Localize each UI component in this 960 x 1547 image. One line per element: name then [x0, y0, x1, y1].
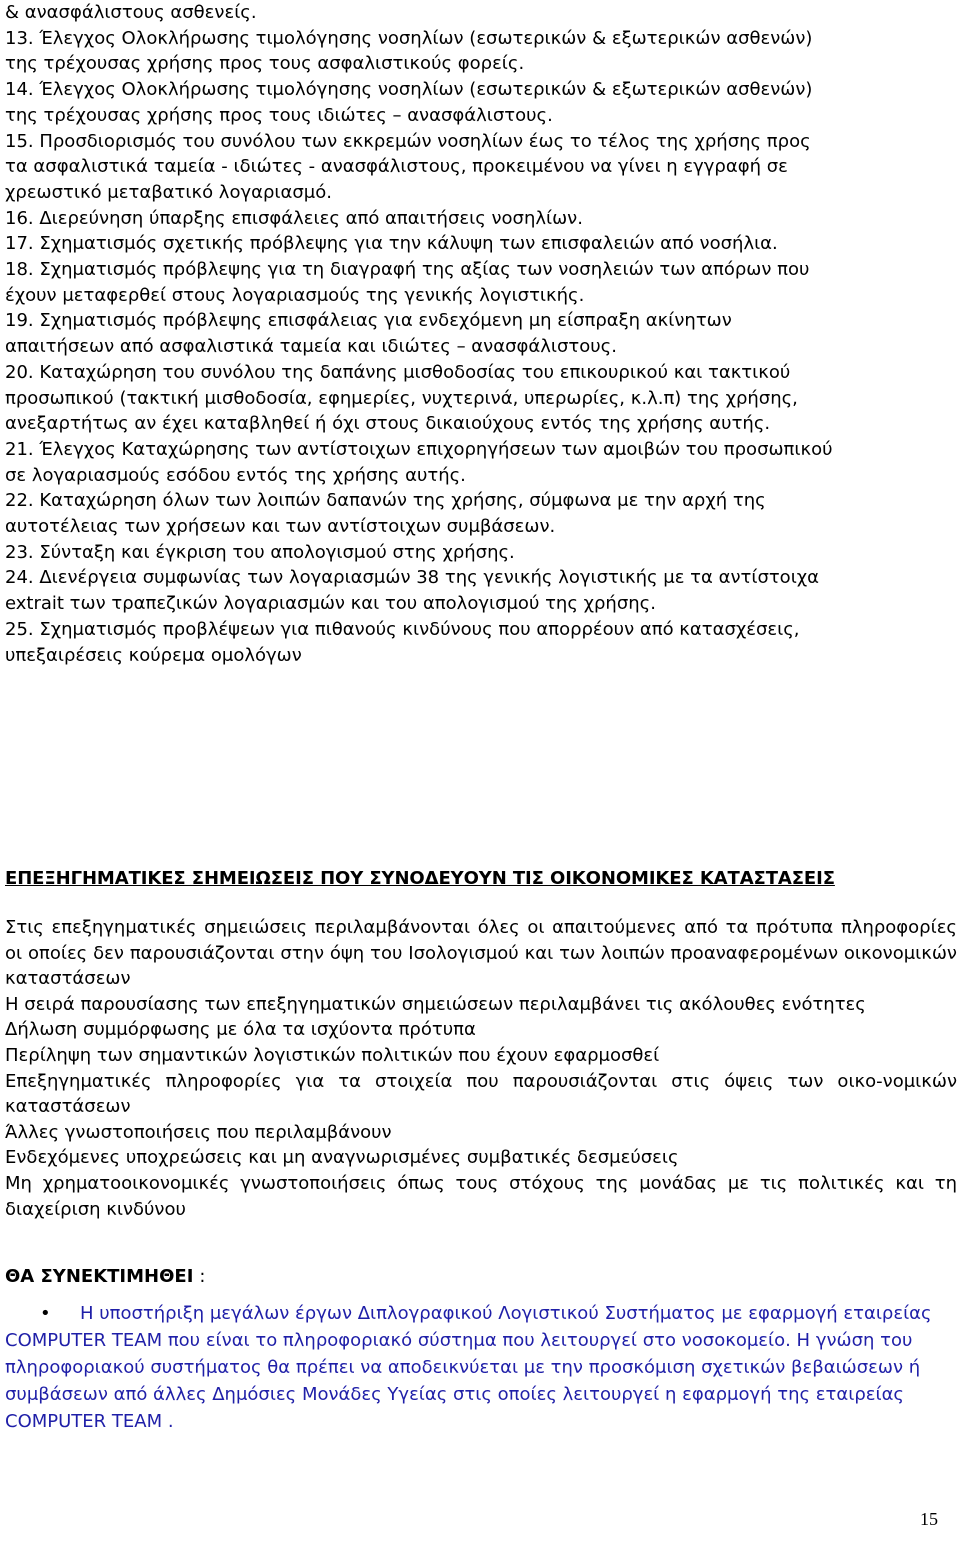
list-item-15: 15. Προσδιορισμός του συνόλου των εκκρεμών νοσηλίων έως το τέλος της χρήσης προς τα ασφαλιστικά ταμεία - ιδιώτες - ανασφάλιστους, προκειμένου να γίνει η εγγραφή σε χρεωστικό μεταβατικό λογαριασμό.	[5, 130, 811, 203]
list-item-18: 18. Σχηματισμός πρόβλεψης για τη διαγραφή της αξίας των νοσηλειών των απόρων που έχουν μεταφερθεί στους λογαριασμούς της γενικής λογιστικής.	[5, 259, 810, 306]
page-number: 15	[920, 1509, 938, 1529]
numbered-task-list	[5, 0, 835, 668]
list-item-25: 25. Σχηματισμός προβλέψεων για πιθανούς κινδύνους που απορρέουν από κατασχέσεις, υπεξαιρέσεις κούρεμα ομολόγων	[5, 618, 800, 666]
list-item-21: 21. Έλεγχος Καταχώρησης των αντίστοιχων επιχορηγήσεων των αμοιβών του προσωπικού σε λογαριασμούς εσόδου εντός της χρήσης αυτής.	[5, 438, 833, 486]
notes-non-financial: Μη χρηματοοικονομικές γνωστοποιήσεις όπως τους στόχους της μονάδας με τις πολιτικές και τη διαχείριση κινδύνου	[5, 1172, 957, 1220]
list-item-22: 22. Καταχώρηση όλων των λοιπών δαπανών της χρήσης, σύμφωνα με την αρχή της αυτοτέλειας των χρήσεων και των αντίστοιχων συμβάσεων.	[5, 490, 766, 538]
notes-order: Η σειρά παρουσίασης των επεξηγηματικών σημειώσεων περιλαμβάνει τις ακόλουθες ενότητες	[5, 993, 866, 1015]
list-item-24: 24. Διενέργεια συμφωνίας των λογαριασμών 38 της γενικής λογιστικής με τα αντίστοιχα extrait των τραπεζικών λογαριασμών και του απολογισμού της χρήσης.	[5, 567, 820, 615]
evaluation-bullet	[5, 1300, 955, 1435]
evaluation-heading-colon: :	[199, 1266, 206, 1287]
list-item-23: 23. Σύνταξη και έγκριση του απολογισμού στης χρήσης.	[5, 541, 515, 563]
list-item-19: 19. Σχηματισμός πρόβλεψης επισφάλειας για ενδεχόμενη μη είσπραξη ακίνητων απαιτήσεων από ασφαλιστικά ταμεία και ιδιώτες – ανασφάλιστους.	[5, 310, 732, 358]
list-item-16: 16. Διερεύνηση ύπαρξης επισφάλειες από απαιτήσεις νοσηλίων.	[5, 207, 583, 229]
notes-contingent: Ενδεχόμενες υποχρεώσεις και μη αναγνωρισμένες συμβατικές δεσμεύσεις	[5, 1147, 679, 1169]
list-item-continuation: & ανασφάλιστους ασθενείς.	[5, 2, 257, 23]
list-item-13: 13. Έλεγχος Ολοκλήρωσης τιμολόγησης νοσηλίων (εσωτερικών & εξωτερικών ασθενών) της τρέχουσας χρήσης προς τους ασφαλιστικούς φορείς.	[5, 27, 813, 75]
evaluation-heading-text: ΘΑ ΣΥΝΕΚΤΙΜΗΘΕΙ	[5, 1266, 194, 1287]
notes-intro: Στις επεξηγηματικές σημειώσεις περιλαμβάνονται όλες οι απαιτούμενες από τα πρότυπα πληροφορίες οι οποίες δεν παρουσιάζονται στην όψη του Ισολογισμού και των λοιπών προαναφερομένων οικονομικών καταστάσεων	[5, 917, 957, 990]
evaluation-heading	[5, 1266, 205, 1287]
notes-explanatory: Επεξηγηματικές πληροφορίες για τα στοιχεία που παρουσιάζονται στις όψεις των οικο-νομικών καταστάσεων	[5, 1070, 957, 1118]
list-item-20: 20. Καταχώρηση του συνόλου της δαπάνης μισθοδοσίας του επικουρικού και τακτικού προσωπικού (τακτική μισθοδοσία, εφημερίες, νυχτερινά, υπερωρίες, κ.λ.π) της χρήσης, ανεξαρτήτως αν έχει καταβληθεί ή όχι στους δικαιούχους εντός της χρήσης αυτής.	[5, 361, 798, 435]
section-title: ΕΠΕΞΗΓΗΜΑΤΙΚΕΣ ΣΗΜΕΙΩΣΕΙΣ ΠΟΥ ΣΥΝΟΔΕΥΟΥΝ ΤΙΣ ΟΙΚΟΝΟΜΙΚΕΣ ΚΑΤΑΣΤΑΣΕΙΣ	[5, 868, 835, 889]
notes-policies: Περίληψη των σημαντικών λογιστικών πολιτικών που έχουν εφαρμοσθεί	[5, 1044, 660, 1066]
list-item-14: 14. Έλεγχος Ολοκλήρωσης τιμολόγησης νοσηλίων (εσωτερικών & εξωτερικών ασθενών) της τρέχουσας χρήσης προς τους ιδιώτες – ανασφάλιστους.	[5, 79, 813, 126]
explanatory-notes	[5, 915, 957, 1222]
evaluation-bullet-text: Η υποστήριξη μεγάλων έργων Διπλογραφικού Λογιστικού Συστήματος με εφαρμογή εταιρείας COMPUTER TEAM που είναι το πληροφοριακό σύστημα που λειτουργεί στο νοσοκομείο. Η γνώση του πληροφοριακού συστήματος θα πρέπει να αποδεικνύεται με την προσκόμιση σχετικών βεβαιώσεων ή συμβάσεων από άλλες Δημόσιες Μονάδες Υγείας στις οποίες λειτουργεί η εφαρμογή της εταιρείας COMPUTER TEAM .	[5, 1303, 932, 1432]
notes-compliance: Δήλωση συμμόρφωσης με όλα τα ισχύοντα πρότυπα	[5, 1019, 476, 1041]
list-item-17: 17. Σχηματισμός σχετικής πρόβλεψης για την κάλυψη των επισφαλειών από νοσήλια.	[5, 233, 778, 255]
bullet-icon: •	[40, 1303, 51, 1324]
notes-other: Άλλες γνωστοποιήσεις που περιλαμβάνουν	[5, 1121, 392, 1143]
